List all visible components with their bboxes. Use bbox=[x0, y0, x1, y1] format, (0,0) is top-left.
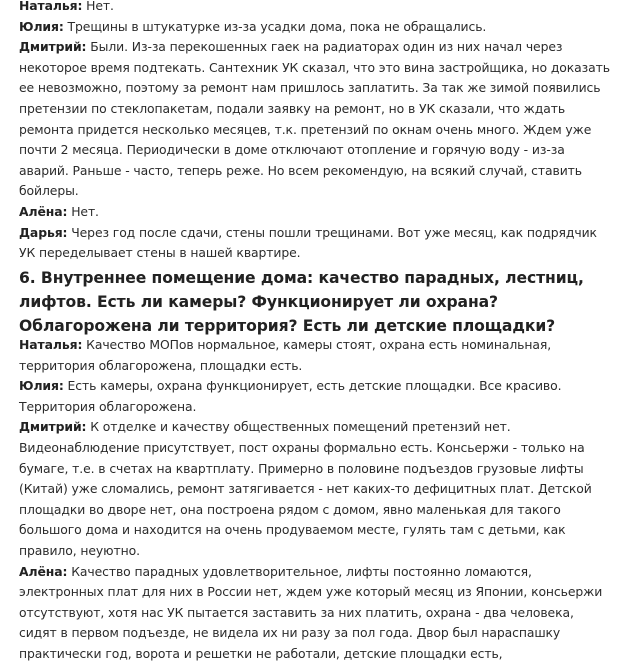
speaker-name: Алёна: bbox=[19, 563, 68, 579]
answer-yulia bbox=[19, 17, 611, 38]
answer-darya bbox=[19, 223, 611, 264]
answer-natalya bbox=[19, 335, 611, 376]
interview-answers-q6 bbox=[19, 335, 611, 665]
speaker-name: Юлия: bbox=[19, 378, 64, 394]
answer-yulia bbox=[19, 376, 611, 417]
speaker-name: Юлия: bbox=[19, 18, 64, 34]
section-heading: 6. Внутреннее помещение дома: качество парадных, лестниц, лифтов. Есть ли камеры? Функционирует ли охрана? Облагорожена ли территория? Есть ли детские площадки? bbox=[19, 269, 584, 335]
interview-answers-q5 bbox=[19, 0, 611, 264]
answer-text: Были. Из-за перекошенных гаек на радиаторах один из них начал через некоторое время подтекать. Сантехник УК сказал, что это вина застройщика, но доказать ее невозможно, поэтому за ремонт нам пришлось заплатить. За так же зимой появились претензии по стеклопакетам, подали заявку на ремонт, но в УК сказали, что ждать ремонта придется несколько месяцев, т.к. претензий по окнам очень много. Ждем уже почти 2 месяца. Периодически в доме отключают отопление и горячую воду - из-за аварий. Раньше - часто, теперь реже. Но всем рекомендую, на всякий случай, ставить бойлеры. bbox=[19, 39, 610, 199]
speaker-name: Наталья: bbox=[19, 0, 83, 13]
answer-text: Трещины в штукатурке из-за усадки дома, пока не обращались. bbox=[63, 18, 487, 34]
answer-text: Нет. bbox=[67, 203, 99, 219]
answer-text: Качество парадных удовлетворительное, лифты постоянно ломаются, электронных плат для них в России нет, ждем уже который месяц из Японии, консьержи отсутствуют, хотя нас УК пытается заставить за них платить, охрана - два человека, сидят в первом подъезде, не видела их ни разу за пол года. Двор был нараспашку практически год, ворота и решетки не работали, детские площадки есть, bbox=[19, 563, 603, 661]
answer-text: Качество МОПов нормальное, камеры стоят, охрана есть номинальная, территория облагорожена, площадки есть. bbox=[19, 337, 552, 373]
speaker-name: Наталья: bbox=[19, 337, 83, 352]
answer-text: Есть камеры, охрана функционирует, есть детские площадки. Все красиво. Территория облагорожена. bbox=[19, 378, 562, 414]
answer-dmitry bbox=[19, 37, 611, 202]
answer-alena bbox=[19, 202, 611, 223]
answer-alena bbox=[19, 562, 611, 665]
speaker-name: Алёна: bbox=[19, 203, 68, 219]
speaker-name: Дмитрий: bbox=[19, 419, 87, 435]
answer-text: К отделке и качеству общественных помещений претензий нет. Видеонаблюдение присутствует, пост охраны формально есть. Консьержи - только на бумаге, т.е. в счетах на квартплату. Примерно в половине подъездов грузовые лифты (Китай) уже сломались, ремонт затягивается - нет каких-то дефицитных плат. Детской площадки во дворе нет, она построена рядом с домом, явно маленькая для такого большого дома и находится на очень продуваемом месте, гулять там с детьми, как правило, неуютно. bbox=[19, 419, 592, 558]
speaker-name: Дмитрий: bbox=[19, 39, 87, 55]
answer-natalya bbox=[19, 0, 611, 17]
answer-dmitry bbox=[19, 417, 611, 561]
speaker-name: Дарья: bbox=[19, 224, 68, 240]
answer-text: Через год после сдачи, стены пошли трещинами. Вот уже месяц, как подрядчик УК переделывает стены в нашей квартире. bbox=[19, 224, 597, 261]
answer-text: Нет. bbox=[82, 0, 114, 13]
